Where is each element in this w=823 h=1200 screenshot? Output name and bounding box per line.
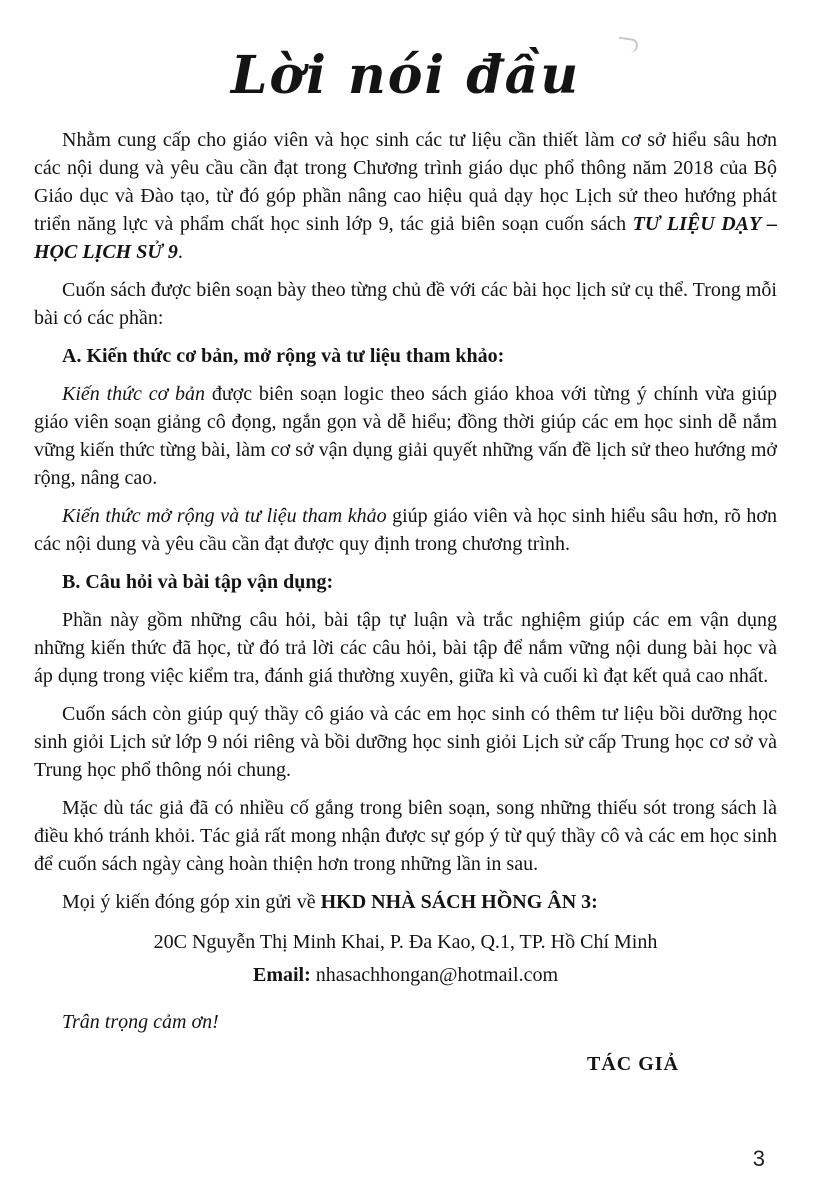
publisher-address: 20C Nguyễn Thị Minh Khai, P. Đa Kao, Q.1, TP. Hồ Chí Minh <box>153 931 658 953</box>
section-a-para1-lead: Kiến thức cơ bản <box>62 383 206 405</box>
publisher-name: HKD NHÀ SÁCH HỒNG ÂN 3: <box>320 891 598 913</box>
section-a-para1-rest: được biên soạn logic theo sách giáo khoa với từng ý chính vừa giúp giáo viên soạn giảng cô đọng, ngắn gọn và dễ hiểu; đồng thời giúp các em học sinh dễ nắm vững kiến thức từng bài, làm cơ sở vận dụng giải quyết những vấn đề lịch sử theo hướng mở rộng, nâng cao. <box>34 383 777 489</box>
section-b-paragraph-1: Phần này gồm những câu hỏi, bài tập tự luận và trắc nghiệm giúp các em vận dụng những kiến thức đã học, từ đó trả lời các câu hỏi, bài tập để nắm vững nội dung bài học và áp dụng trong việc kiểm tra, đánh giá thường xuyên, giữa kì và cuối kì đạt kết quả cao nhất. <box>34 609 777 687</box>
publisher-email-line <box>34 959 777 992</box>
section-b-heading: B. Câu hỏi và bài tập vận dụng: <box>62 571 334 593</box>
page-number: 3 <box>752 1146 765 1171</box>
section-b-paragraph-3: Mặc dù tác giả đã có nhiều cố gắng trong biên soạn, song những thiếu sót trong sách là điều khó tránh khỏi. Tác giả rất mong nhận được sự góp ý từ quý thầy cô và các em học sinh để cuốn sách ngày càng hoàn thiện hơn trong những lần in sau. <box>34 797 777 875</box>
section-a-paragraph-2 <box>34 502 777 558</box>
email-label: Email: <box>252 964 311 986</box>
section-a-paragraph-1 <box>34 380 777 492</box>
section-a-para2-lead: Kiến thức mở rộng và tư liệu tham khảo <box>62 505 387 527</box>
section-a-para2-rest: giúp giáo viên và học sinh hiểu sâu hơn, rõ hơn các nội dung và yêu cầu cần đạt được quy định trong chương trình. <box>34 505 777 555</box>
book-title: TƯ LIỆU DẠY – HỌC LỊCH SỬ 9 <box>34 213 777 263</box>
thanks-line: Trân trọng cảm ơn! <box>62 1011 219 1033</box>
feedback-text: Mọi ý kiến đóng góp xin gửi về <box>62 891 321 913</box>
email-address: nhasachhongan@hotmail.com <box>315 964 559 986</box>
intro-period: . <box>177 241 183 263</box>
page-title: Lời nói đầu <box>230 45 581 106</box>
feedback-paragraph <box>34 888 777 916</box>
intro-paragraph <box>34 126 777 266</box>
overview-paragraph: Cuốn sách được biên soạn bày theo từng chủ đề với các bài học lịch sử cụ thể. Trong mỗi bài có các phần: <box>34 279 777 329</box>
intro-text: Nhằm cung cấp cho giáo viên và học sinh các tư liệu cần thiết làm cơ sở hiểu sâu hơn các nội dung và yêu cầu cần đạt trong Chương trình giáo dục phổ thông năm 2018 của Bộ Giáo dục và Đào tạo, từ đó góp phần nâng cao hiệu quả dạy học Lịch sử theo hướng phát triển năng lực và phẩm chất học sinh lớp 9, tác giả biên soạn cuốn sách <box>34 129 777 235</box>
section-b-paragraph-2: Cuốn sách còn giúp quý thầy cô giáo và các em học sinh có thêm tư liệu bồi dưỡng học sinh giỏi Lịch sử lớp 9 nói riêng và bồi dưỡng học sinh giỏi Lịch sử cấp Trung học cơ sở và Trung học phổ thông nói chung. <box>34 703 777 781</box>
section-a-heading: A. Kiến thức cơ bản, mở rộng và tư liệu tham khảo: <box>62 345 505 367</box>
page-content <box>0 40 823 1078</box>
author-signature: TÁC GIẢ <box>586 1053 679 1075</box>
